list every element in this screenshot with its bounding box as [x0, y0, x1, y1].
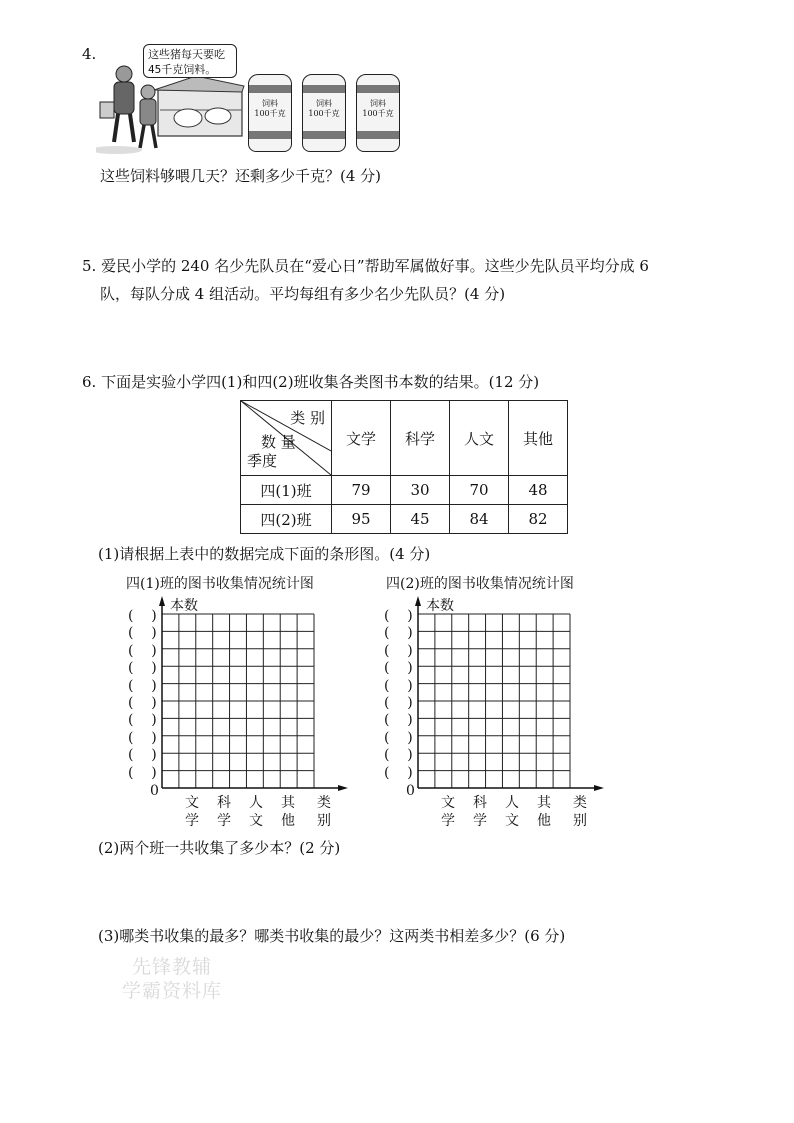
x-axis-label: 科 学	[217, 795, 231, 829]
y-tick-blank[interactable]: ( )	[128, 747, 157, 764]
y-tick-blank[interactable]: ( )	[128, 642, 157, 659]
y-tick-blank[interactable]: ( )	[128, 729, 157, 746]
problem-4-question: 这些饲料够喂几天？还剩多少千克？(4 分)	[100, 167, 382, 185]
sack-weight: 100千克	[362, 109, 394, 118]
watermark-line-2: 学霸资料库	[122, 980, 223, 1002]
sack-label: 饲料	[370, 99, 386, 108]
table-cell: 48	[509, 476, 568, 505]
feed-sack	[302, 74, 346, 152]
question-2: (2)两个班一共收集了多少本？(2 分)	[98, 839, 341, 857]
y-tick-blank[interactable]: ( )	[384, 764, 413, 781]
table-cell: 84	[450, 505, 509, 534]
table-cell: 95	[332, 505, 391, 534]
table-cell: 70	[450, 476, 509, 505]
y-tick-blank[interactable]: ( )	[384, 729, 413, 746]
chart-2	[376, 596, 606, 832]
x-axis-label: 类 别	[573, 795, 587, 829]
y-tick-blank[interactable]: ( )	[384, 625, 413, 642]
chart-2-title: 四(2)班的图书收集情况统计图	[386, 576, 574, 592]
table-row	[241, 505, 568, 534]
x-axis-label: 其 他	[537, 795, 551, 829]
table-corner-cell	[241, 401, 332, 476]
watermark-line-1: 先锋教辅	[132, 956, 213, 978]
sack-weight: 100千克	[254, 109, 286, 118]
y-tick-blank[interactable]: ( )	[128, 764, 157, 781]
table-cell: 79	[332, 476, 391, 505]
header-cell: 其他	[509, 401, 568, 476]
row-label: 四(1)班	[241, 476, 332, 505]
table-row	[241, 476, 568, 505]
table-cell: 30	[391, 476, 450, 505]
y-tick-blank[interactable]: ( )	[384, 712, 413, 729]
x-axis-label: 人 文	[505, 795, 519, 829]
x-axis-label: 文 学	[185, 795, 199, 829]
header-cell: 人文	[450, 401, 509, 476]
origin-label: 0	[406, 783, 415, 799]
y-tick-blank[interactable]: ( )	[128, 660, 157, 677]
chart-1	[120, 596, 350, 832]
feed-sack	[356, 74, 400, 152]
y-tick-blank[interactable]: ( )	[128, 625, 157, 642]
y-tick-blank[interactable]: ( )	[128, 608, 157, 624]
corner-label-category: 类 别	[290, 409, 325, 427]
y-tick-blank[interactable]: ( )	[384, 695, 413, 711]
question-1: (1)请根据上表中的数据完成下面的条形图。(4 分)	[98, 545, 431, 563]
sack-label: 饲料	[262, 99, 278, 108]
sack-label: 饲料	[316, 99, 332, 108]
y-tick-blank[interactable]: ( )	[384, 677, 413, 694]
problem-4-illustration	[96, 44, 402, 156]
y-tick-blank[interactable]: ( )	[128, 677, 157, 694]
x-axis-label: 人 文	[249, 795, 263, 829]
table-cell: 45	[391, 505, 450, 534]
speech-bubble	[143, 44, 237, 78]
problem-6-intro: 6. 下面是实验小学四(1)和四(2)班收集各类图书本数的结果。(12 分)	[82, 373, 540, 391]
x-axis-label: 类 别	[317, 795, 331, 829]
y-tick-blank[interactable]: ( )	[384, 642, 413, 659]
problem-4-number: 4.	[82, 45, 97, 63]
header-cell: 文学	[332, 401, 391, 476]
y-tick-blank[interactable]: ( )	[128, 712, 157, 729]
table-cell: 82	[509, 505, 568, 534]
sack-weight: 100千克	[308, 109, 340, 118]
question-3: (3)哪类书收集的最多？哪类书收集的最少？这两类书相差多少？(6 分)	[98, 927, 566, 945]
header-cell: 科学	[391, 401, 450, 476]
feed-sack	[248, 74, 292, 152]
bubble-line-1: 这些猪每天要吃	[148, 48, 225, 61]
y-tick-blank[interactable]: ( )	[384, 660, 413, 677]
y-tick-blank[interactable]: ( )	[384, 608, 413, 624]
x-axis-label: 文 学	[441, 795, 455, 829]
y-tick-blank[interactable]: ( )	[384, 747, 413, 764]
problem-5-line-2: 队，每队分成 4 组活动。平均每组有多少名少先队员？(4 分)	[100, 285, 506, 303]
x-axis-label: 其 他	[281, 795, 295, 829]
bubble-line-2: 45千克饲料。	[148, 63, 217, 76]
origin-label: 0	[150, 783, 159, 799]
chart-1-title: 四(1)班的图书收集情况统计图	[126, 576, 314, 592]
y-tick-blank[interactable]: ( )	[128, 695, 157, 711]
problem-5-line-1: 5. 爱民小学的 240 名少先队员在“爱心日”帮助军属做好事。这些少先队员平均分成 6	[82, 257, 649, 275]
corner-label-season: 季度	[247, 452, 278, 470]
y-axis-label: 本数	[426, 598, 454, 614]
corner-label-quantity: 数 量	[261, 433, 296, 451]
row-label: 四(2)班	[241, 505, 332, 534]
book-count-table	[240, 400, 568, 534]
y-axis-label: 本数	[170, 598, 198, 614]
x-axis-label: 科 学	[473, 795, 487, 829]
